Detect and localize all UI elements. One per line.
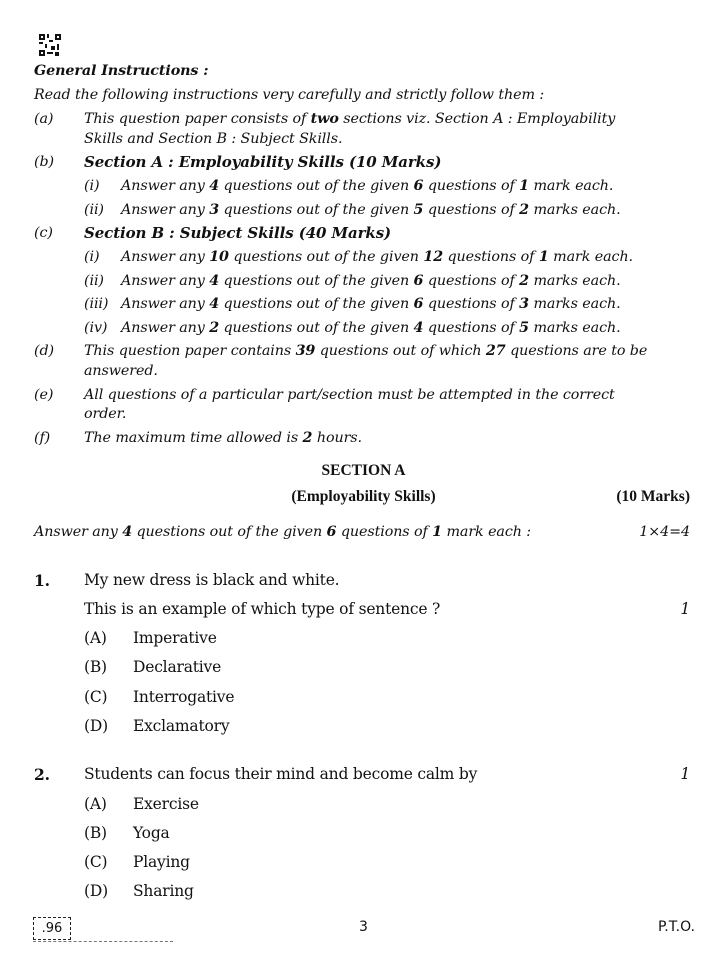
number: 4 <box>209 296 220 312</box>
option-label: (C) <box>84 853 108 871</box>
phrase: questions of <box>336 524 433 540</box>
number: 5 <box>413 202 424 218</box>
section-b-title-instruction: Section B : Subject Skills (40 Marks) <box>84 224 392 242</box>
item-b-sub-text <box>121 177 613 195</box>
option-text: Imperative <box>133 629 217 647</box>
item-f-label: (f) <box>34 430 51 446</box>
item-e-line1: All questions of a particular part/section must be attempted in the correct <box>84 387 615 403</box>
phrase: This question paper contains <box>84 343 296 359</box>
footer-divider <box>33 941 173 942</box>
option-text: Sharing <box>133 882 194 900</box>
number: 4 <box>209 178 220 194</box>
question-number: 1. <box>34 571 50 590</box>
question-text: My new dress is black and white. <box>84 571 340 589</box>
option-label: (B) <box>84 658 107 676</box>
option-text: Exercise <box>133 795 199 813</box>
item-d-text <box>84 342 647 360</box>
item-a-text <box>84 110 690 128</box>
phrase: questions out of the given <box>219 202 414 218</box>
option-text: Exclamatory <box>133 717 230 735</box>
section-a-instruction <box>34 523 531 541</box>
section-a-marks-formula: 1×4=4 <box>639 524 690 540</box>
section-a-subtitle: (Employability Skills) <box>291 488 436 505</box>
phrase: questions out of which <box>315 343 486 359</box>
number: 3 <box>209 202 220 218</box>
item-a-bold: two <box>310 111 339 127</box>
option-text: Declarative <box>133 658 222 676</box>
phrase: questions of <box>423 320 520 336</box>
phrase: questions of <box>423 178 520 194</box>
option-text: Playing <box>133 853 190 871</box>
item-b-sub-label: (i) <box>84 178 100 194</box>
question-marks: 1 <box>680 600 690 618</box>
number: 27 <box>485 343 506 359</box>
item-f-text <box>84 429 362 447</box>
number: 1 <box>519 178 529 194</box>
number: 1 <box>538 249 549 265</box>
phrase: marks each. <box>529 320 621 336</box>
phrase: questions out of the given <box>132 524 327 540</box>
phrase: questions of <box>423 273 520 289</box>
phrase: questions out of the given <box>219 320 414 336</box>
number: 10 <box>209 249 229 265</box>
item-c-sub-text <box>121 248 633 266</box>
option-label: (A) <box>84 795 107 813</box>
item-a-text-post: sections viz. Section A : Employability <box>338 111 616 127</box>
number: 6 <box>413 178 424 194</box>
number: 2 <box>519 273 529 289</box>
item-c-sub-label: (iii) <box>84 296 109 312</box>
phrase: marks each. <box>529 296 621 312</box>
phrase: questions are to be <box>505 343 648 359</box>
phrase: questions of <box>423 202 520 218</box>
item-e-line2: order. <box>84 406 127 422</box>
phrase: questions out of the given <box>219 273 414 289</box>
section-a-title: SECTION A <box>321 462 406 479</box>
pto-label: P.T.O. <box>658 919 695 935</box>
phrase: Answer any <box>121 320 210 336</box>
phrase: marks each. <box>529 202 621 218</box>
number: 6 <box>326 524 337 540</box>
item-c-sub-text <box>121 272 621 290</box>
question-text: This is an example of which type of sentence ? <box>84 600 441 618</box>
item-a-label: (a) <box>34 111 54 127</box>
item-b-sub-text <box>121 201 621 219</box>
item-a-line2: Skills and Section B : Subject Skills. <box>84 131 343 147</box>
instructions-intro: Read the following instructions very carefully and strictly follow them : <box>34 87 545 103</box>
phrase: Answer any <box>34 524 123 540</box>
number: 39 <box>295 343 316 359</box>
number: 5 <box>519 320 529 336</box>
phrase: Answer any <box>121 202 210 218</box>
item-c-label: (c) <box>34 225 53 241</box>
phrase: questions out of the given <box>219 296 414 312</box>
number: 2 <box>519 202 529 218</box>
page-number: 3 <box>359 919 368 935</box>
question-number: 2. <box>34 765 50 784</box>
number: 6 <box>413 273 424 289</box>
phrase: Answer any <box>121 249 210 265</box>
phrase: Answer any <box>121 273 210 289</box>
option-label: (C) <box>84 688 108 706</box>
general-instructions-heading: General Instructions : <box>34 63 209 79</box>
number: 2 <box>209 320 220 336</box>
item-c-sub-text <box>121 295 621 313</box>
option-label: (D) <box>84 882 108 900</box>
phrase: Answer any <box>121 296 210 312</box>
item-c-sub-label: (iv) <box>84 320 108 336</box>
phrase: mark each. <box>529 178 614 194</box>
item-c-sub-text <box>121 319 621 337</box>
option-text: Interrogative <box>133 688 235 706</box>
number: 4 <box>209 273 220 289</box>
item-d-label: (d) <box>34 343 55 359</box>
number: 4 <box>122 524 133 540</box>
item-a-text-pre: This question paper consists of <box>84 111 311 127</box>
question-text: Students can focus their mind and become calm by <box>84 765 478 783</box>
item-b-label: (b) <box>34 154 55 170</box>
item-c-sub-label: (i) <box>84 249 100 265</box>
phrase: questions of <box>423 296 520 312</box>
phrase: mark each : <box>442 524 532 540</box>
number: 4 <box>413 320 424 336</box>
item-c-sub-label: (ii) <box>84 273 104 289</box>
phrase: questions of <box>443 249 539 265</box>
phrase: The maximum time allowed is <box>84 430 303 446</box>
phrase: Answer any <box>121 178 210 194</box>
phrase: mark each. <box>548 249 633 265</box>
option-label: (D) <box>84 717 108 735</box>
phrase: hours. <box>312 430 362 446</box>
question-marks: 1 <box>680 765 690 783</box>
number: 1 <box>432 524 442 540</box>
phrase: questions out of the given <box>219 178 414 194</box>
option-text: Yoga <box>133 824 170 842</box>
number: 2 <box>302 430 313 446</box>
paper-code: .96 <box>33 917 71 940</box>
number: 12 <box>423 249 444 265</box>
item-e-label: (e) <box>34 387 54 403</box>
phrase: questions out of the given <box>228 249 424 265</box>
option-label: (B) <box>84 824 107 842</box>
item-b-sub-label: (ii) <box>84 202 104 218</box>
phrase: marks each. <box>529 273 621 289</box>
section-a-title-instruction: Section A : Employability Skills (10 Marks) <box>84 153 442 171</box>
item-d-line2: answered. <box>84 363 158 379</box>
option-label: (A) <box>84 629 107 647</box>
number: 6 <box>413 296 424 312</box>
section-a-marks: (10 Marks) <box>616 488 690 505</box>
qr-code-icon <box>39 34 61 56</box>
number: 3 <box>519 296 529 312</box>
